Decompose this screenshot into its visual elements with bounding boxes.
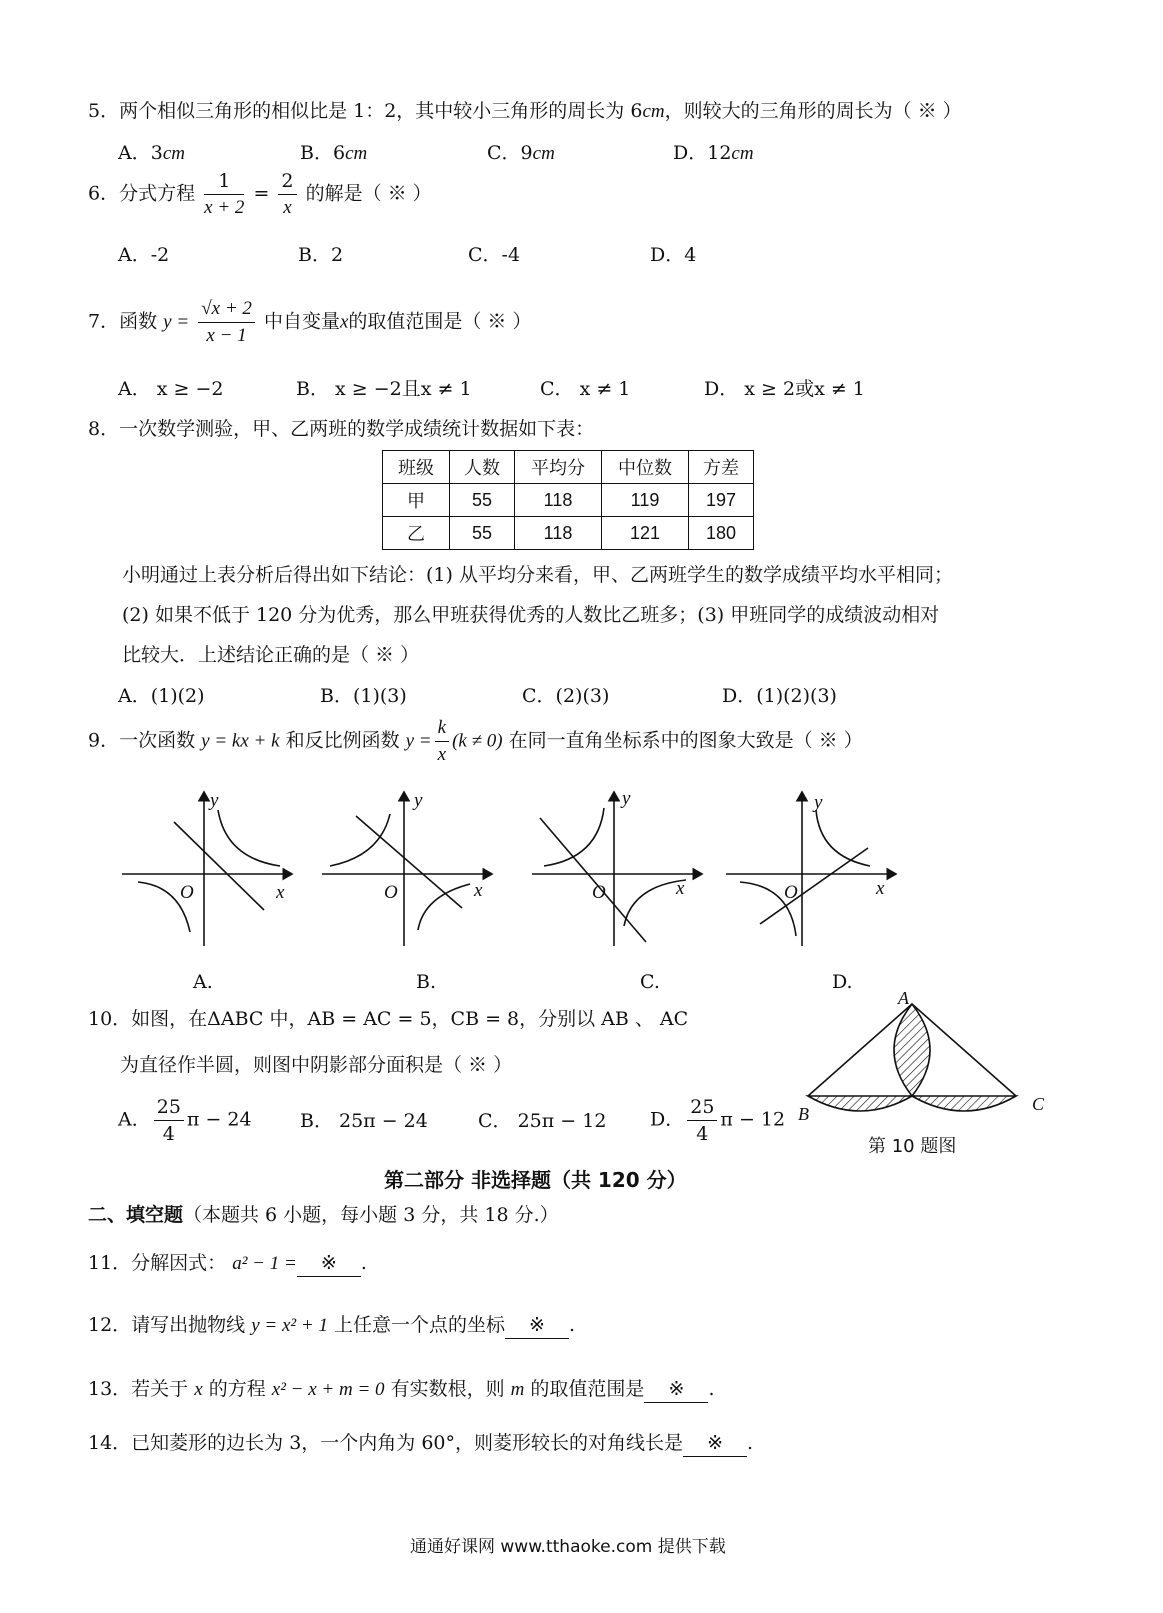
table-header-cell: 班级 bbox=[383, 451, 450, 484]
q9-label-c: C. bbox=[640, 971, 660, 993]
q6-option-a: A．-2 bbox=[118, 244, 170, 266]
q10-option-c: C． 25π − 12 bbox=[478, 1110, 607, 1132]
graph-a-origin-label: O bbox=[180, 882, 194, 903]
table-header-row bbox=[383, 451, 754, 484]
q8-option-a: A．(1)(2) bbox=[118, 685, 205, 707]
q6-rhs-fraction: $\frac{2}{x}$ bbox=[278, 168, 296, 221]
table-cell: 55 bbox=[450, 484, 515, 517]
table-cell: 甲 bbox=[383, 484, 450, 517]
q10-option-d: D． $\frac{25}{4}$ π − 12 bbox=[650, 1096, 786, 1145]
q14: 14．已知菱形的边长为 3，一个内角为 60°，则菱形较长的对角线长是 ※ . bbox=[88, 1430, 753, 1457]
table-cell: 118 bbox=[515, 484, 602, 517]
graph-b-y-label: y bbox=[414, 790, 423, 811]
table-cell: 55 bbox=[450, 517, 515, 550]
q7-option-c: C． x ≠ 1 bbox=[540, 378, 631, 400]
q8-option-c: C．(2)(3) bbox=[522, 685, 610, 707]
graph-c-x-label: x bbox=[676, 878, 685, 899]
part2-title: 第二部分 非选择题（共 120 分） bbox=[384, 1168, 687, 1192]
graph-a bbox=[122, 792, 292, 946]
table-cell: 180 bbox=[689, 517, 754, 550]
table-header-cell: 方差 bbox=[689, 451, 754, 484]
q8-option-d: D．(1)(2)(3) bbox=[722, 685, 837, 707]
table-cell: 121 bbox=[602, 517, 689, 550]
q11: 11．分解因式： a² − 1 = ※ . bbox=[88, 1250, 367, 1277]
q9-label-d: D. bbox=[832, 971, 853, 993]
q10-vertex-b-label: B bbox=[798, 1104, 809, 1124]
q6-option-c: C．-4 bbox=[468, 244, 521, 266]
q9-label-a: A. bbox=[193, 971, 213, 993]
q9-label-b: B. bbox=[416, 971, 437, 993]
graph-d-x-label: x bbox=[876, 878, 885, 899]
graph-d-origin-label: O bbox=[784, 882, 798, 903]
table-cell: 119 bbox=[602, 484, 689, 517]
q7-fraction: $\frac{√x + 2}{x - 1}$ bbox=[198, 296, 255, 349]
q10-figure bbox=[790, 990, 1060, 1130]
q7-option-b: B． x ≥ −2且x ≠ 1 bbox=[296, 378, 472, 400]
table-cell: 118 bbox=[515, 517, 602, 550]
graph-a-x-label: x bbox=[276, 882, 285, 903]
q8-conclusion-2: (2) 如果不低于 120 分为优秀，那么甲班获得优秀的人数比乙班多；(3) 甲班同学的成绩波动相对 bbox=[122, 604, 940, 626]
q6-stem: 6．分式方程 $\frac{1}{x + 2}$ = $\frac{2}{x}$ 的解是（ ※ ） bbox=[88, 168, 432, 221]
table-row bbox=[383, 484, 754, 517]
q9-stem: 9．一次函数 y = kx + k 和反比例函数 y = $\frac{k}{x}$ (k ≠ 0) 在同一直角坐标系中的图象大致是（ ※ ） bbox=[88, 715, 863, 768]
graph-b-origin-label: O bbox=[384, 882, 398, 903]
graph-a-y-label: y bbox=[210, 790, 219, 811]
q11-answer-blank[interactable]: ※ bbox=[297, 1250, 361, 1277]
q12-answer-blank[interactable]: ※ bbox=[505, 1312, 569, 1339]
graph-b bbox=[322, 792, 492, 946]
table-header-cell: 平均分 bbox=[515, 451, 602, 484]
q10-option-a-fraction: $\frac{25}{4}$ bbox=[154, 1094, 184, 1147]
section2-heading: 二、填空题（本题共 6 小题，每小题 3 分，共 18 分.） bbox=[88, 1204, 559, 1226]
q14-answer-blank[interactable]: ※ bbox=[683, 1430, 747, 1457]
q7-option-a: A． x ≥ −2 bbox=[118, 378, 224, 400]
q10-stem-line1: 10．如图，在ΔABC 中，AB = AC = 5，CB = 8，分别以 AB 、 AC bbox=[88, 1008, 689, 1030]
q10-stem-line2: 为直径作半圆，则图中阴影部分面积是（ ※ ） bbox=[120, 1054, 513, 1076]
q6-option-b: B．2 bbox=[298, 244, 344, 266]
graph-c-origin-label: O bbox=[592, 882, 606, 903]
graph-c bbox=[532, 792, 702, 946]
footer-credit: 通通好课网 www.tthaoke.com 提供下载 bbox=[410, 1537, 726, 1557]
graph-b-x-label: x bbox=[474, 880, 483, 901]
q8-conclusion-3: 比较大．上述结论正确的是（ ※ ） bbox=[122, 644, 420, 666]
q8-conclusion-1: 小明通过上表分析后得出如下结论：(1) 从平均分来看，甲、乙两班学生的数学成绩平均水平相同； bbox=[122, 564, 953, 586]
q10-option-d-fraction: $\frac{25}{4}$ bbox=[687, 1094, 717, 1147]
q5-option-b: B．6cm bbox=[300, 142, 368, 164]
q13-answer-blank[interactable]: ※ bbox=[644, 1376, 708, 1403]
graph-d bbox=[726, 792, 896, 946]
q6-option-d: D．4 bbox=[650, 244, 697, 266]
q5-option-a: A．3cm bbox=[118, 142, 185, 164]
q10-option-a: A． $\frac{25}{4}$ π − 24 bbox=[118, 1096, 252, 1145]
q8-stats-table bbox=[382, 450, 754, 550]
table-row bbox=[383, 517, 754, 550]
table-header-cell: 中位数 bbox=[602, 451, 689, 484]
graph-d-y-label: y bbox=[814, 792, 823, 813]
q12: 12．请写出抛物线 y = x² + 1 上任意一个点的坐标 ※ . bbox=[88, 1312, 575, 1339]
table-cell: 197 bbox=[689, 484, 754, 517]
table-header-cell: 人数 bbox=[450, 451, 515, 484]
q9-fraction: $\frac{k}{x}$ bbox=[435, 715, 449, 768]
q8-option-b: B．(1)(3) bbox=[320, 685, 407, 707]
q7-stem: 7．函数 y = $\frac{√x + 2}{x - 1}$ 中自变量x的取值范围是（ ※ ） bbox=[88, 296, 531, 349]
q7-option-d: D． x ≥ 2或x ≠ 1 bbox=[704, 378, 865, 400]
q10-vertex-a-label: A bbox=[898, 990, 909, 1008]
q5-option-c: C．9cm bbox=[487, 142, 555, 164]
q13: 13．若关于 x 的方程 x² − x + m = 0 有实数根，则 m 的取值范围是 ※ . bbox=[88, 1376, 714, 1403]
q6-lhs-fraction: $\frac{1}{x + 2}$ bbox=[204, 170, 245, 218]
q5-stem: 5．两个相似三角形的相似比是 1：2，其中较小三角形的周长为 6cm，则较大的三角形的周长为（ ※ ） bbox=[88, 100, 962, 122]
q8-stem: 8．一次数学测验，甲、乙两班的数学成绩统计数据如下表： bbox=[88, 418, 595, 440]
q10-vertex-c-label: C bbox=[1032, 1094, 1045, 1114]
q9-graphs bbox=[110, 786, 910, 966]
q10-option-b: B． 25π − 24 bbox=[300, 1110, 428, 1132]
graph-c-y-label: y bbox=[622, 788, 631, 809]
q10-figure-caption: 第 10 题图 bbox=[868, 1136, 957, 1157]
table-cell: 乙 bbox=[383, 517, 450, 550]
q5-option-d: D．12cm bbox=[673, 142, 754, 164]
